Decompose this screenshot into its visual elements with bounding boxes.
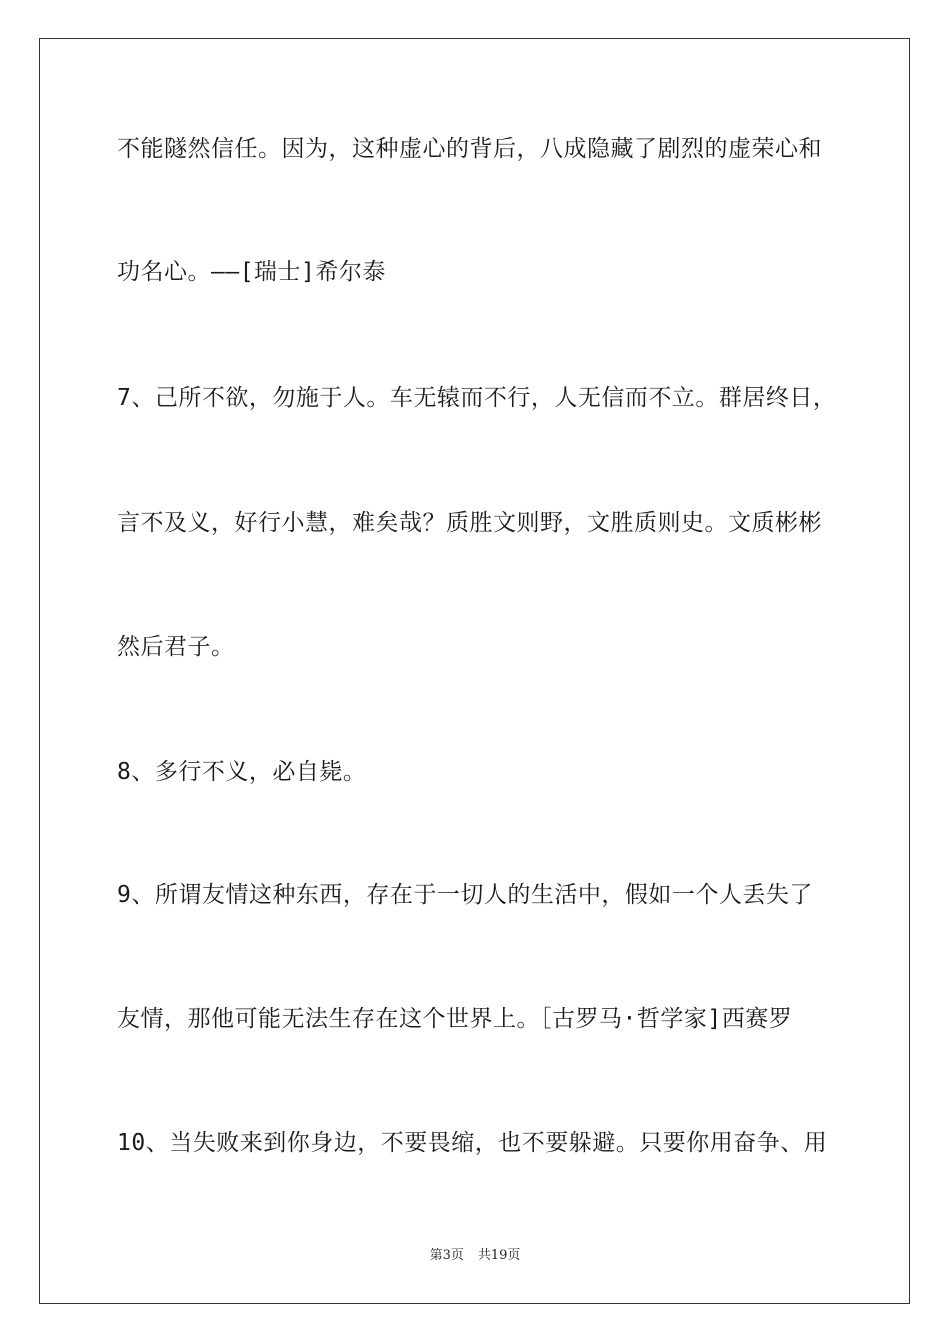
page-border — [39, 38, 910, 1304]
text-line-4: 言不及义，好行小慧，难矣哉？质胜文则野，文胜质则史。文质彬彬 — [117, 510, 822, 536]
text-line-9: 10、当失败来到你身边，不要畏缩，也不要躲避。只要你用奋争、用 — [117, 1130, 828, 1156]
text-line-2: 功名心。——[瑞士]希尔泰 — [117, 259, 386, 285]
text-line-8: 友情，那他可能无法生存在这个世界上。［古罗马·哲学家]西赛罗 — [117, 1006, 793, 1032]
text-line-5: 然后君子。 — [117, 634, 235, 660]
page-footer — [0, 1247, 950, 1265]
page-total: 共19页 — [477, 1248, 521, 1263]
page-number: 第3页 — [429, 1248, 464, 1263]
text-line-1: 不能隧然信任。因为，这种虚心的背后，八成隐藏了剧烈的虚荣心和 — [117, 136, 822, 162]
text-line-3: 7、己所不欲，勿施于人。车无辕而不行，人无信而不立。群居终日， — [117, 385, 837, 411]
text-line-6: 8、多行不义，必自毙。 — [117, 759, 367, 785]
text-line-7: 9、所谓友情这种东西，存在于一切人的生活中，假如一个人丢失了 — [117, 882, 813, 908]
